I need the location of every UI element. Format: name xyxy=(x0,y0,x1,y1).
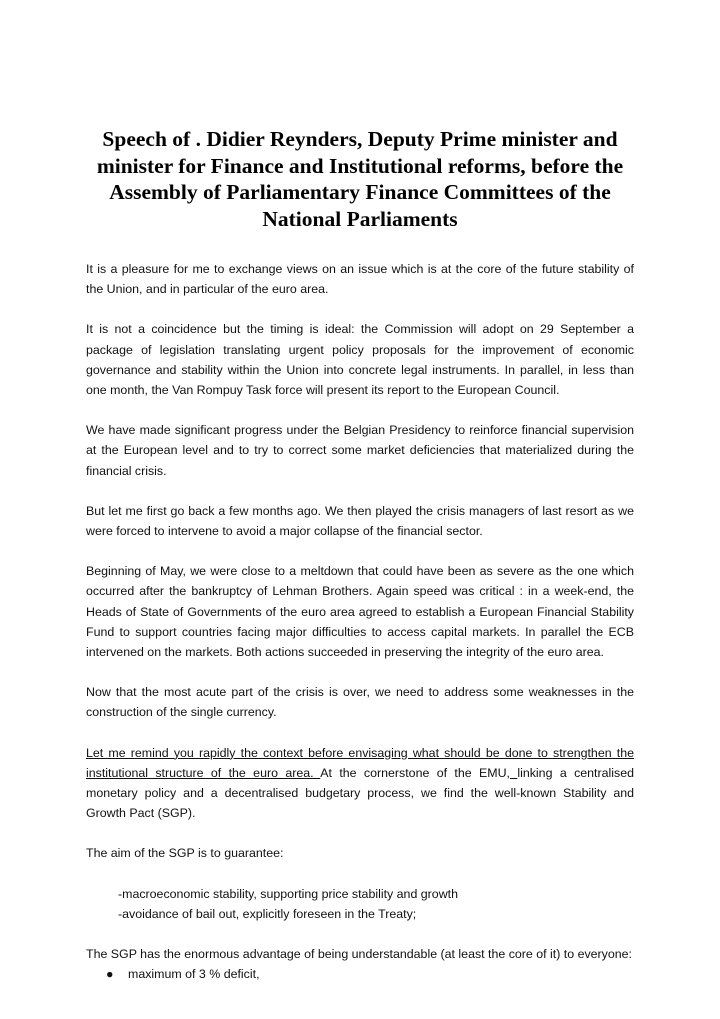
criteria-bullet-list xyxy=(86,964,634,984)
context-underlined-text: Let me remind you rapidly the context before envisaging what should be done to strengthen the institutional structure of the euro area. xyxy=(86,745,634,780)
bullet-dot-icon: ● xyxy=(106,967,114,982)
list-item xyxy=(106,964,634,984)
context-middle-text: At the cornerstone of the EMU, xyxy=(320,765,510,780)
paragraph-crisis-managers: But let me first go back a few months ago. We then played the crisis managers of last resort as we were forced to intervene to avoid a major collapse of the financial sector. xyxy=(86,503,634,539)
aims-list xyxy=(86,884,634,924)
speech-title: Speech of . Didier Reynders, Deputy Prime minister and minister for Finance and Institutional reforms, before the Assembly of Parliamentary Finance Committees of the National Parliaments xyxy=(96,127,624,231)
paragraph-pleasure: It is a pleasure for me to exchange views on an issue which is at the core of the future stability of the Union, and in particular of the euro area. xyxy=(86,262,634,297)
aim-item: -avoidance of bail out, explicitly foreseen in the Treaty; xyxy=(118,906,417,921)
paragraph-advantage: The SGP has the enormous advantage of being understandable (at least the core of it) to everyone: xyxy=(86,947,632,962)
aim-item: -macroeconomic stability, supporting price stability and growth xyxy=(118,886,458,901)
paragraph-weaknesses: Now that the most acute part of the crisis is over, we need to address some weaknesses in the construction of the single currency. xyxy=(86,685,634,720)
paragraph-timing: It is not a coincidence but the timing is ideal: the Commission will adopt on 29 September a package of legislation translating urgent policy proposals for the improvement of economic governance and stability within the Union into concrete legal instruments. In parallel, in less than one month, the Van Rompuy Task force will present its report to the European Council. xyxy=(86,322,634,398)
paragraph-progress: We have made significant progress under the Belgian Presidency to reinforce financial supervision at the European level and to try to correct some market deficiencies that materialized during the financial crisis. xyxy=(86,423,634,478)
paragraph-meltdown: Beginning of May, we were close to a meltdown that could have been as severe as the one which occurred after the bankruptcy of Lehman Brothers. Again speed was critical : in a week-end, the Heads of State of Governments of the euro area agreed to establish a European Financial Stability Fund to support countries facing major difficulties to access capital markets. In parallel the ECB intervened on the markets. Both actions succeeded in preserving the integrity of the euro area. xyxy=(86,564,634,660)
paragraph-context xyxy=(86,743,634,824)
bullet-text: maximum of 3 % deficit, xyxy=(128,967,260,982)
paragraph-aim: The aim of the SGP is to guarantee: xyxy=(86,846,284,861)
context-rest-text: linking a centralised monetary policy and a decentralised budgetary process, we find the well-known Stability and Growth Pact (SGP). xyxy=(86,765,634,821)
